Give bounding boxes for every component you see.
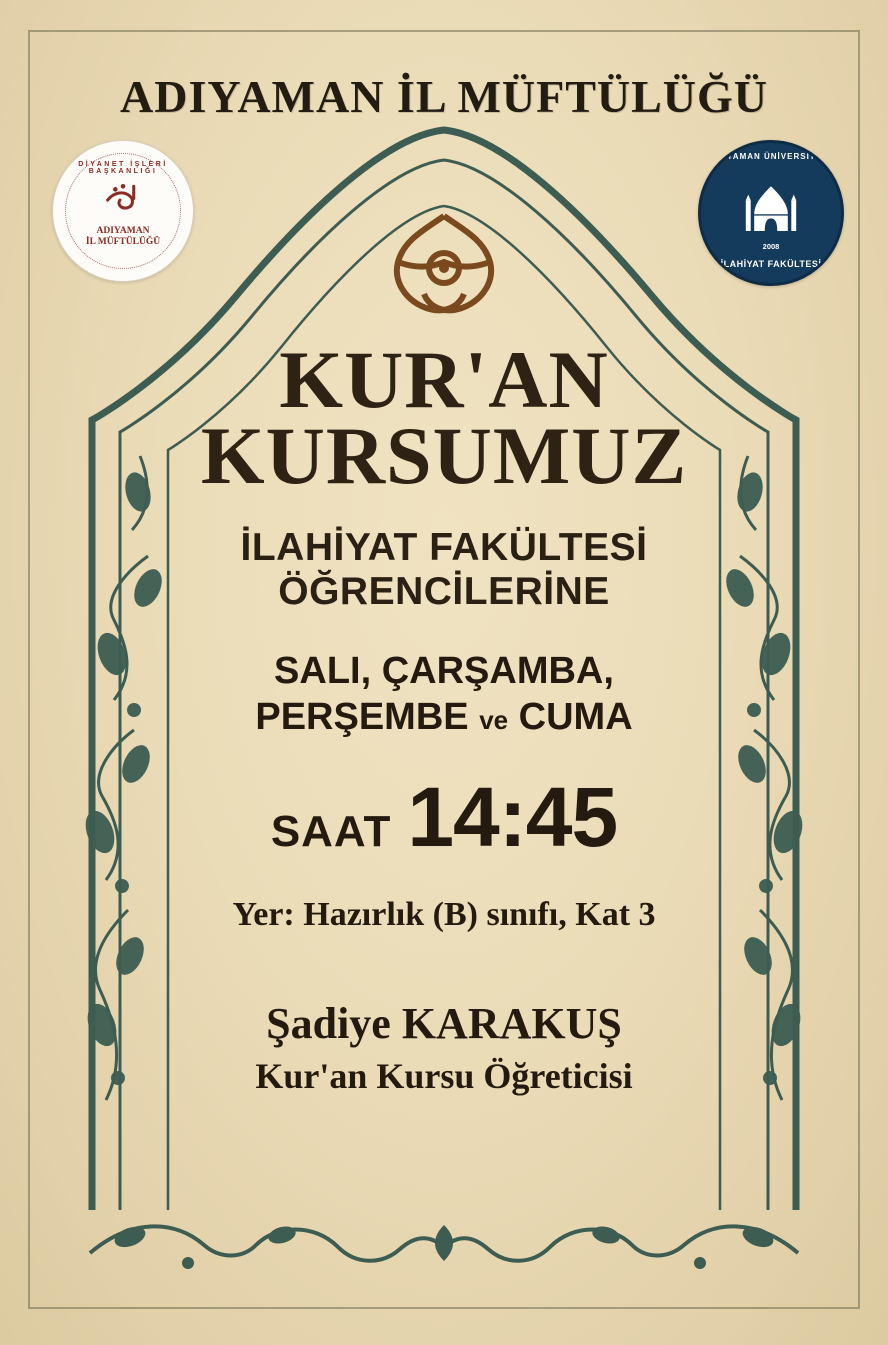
time-label: SAAT [270,807,392,856]
location-text: Yer: Hazırlık (B) sınıfı, Kat 3 [232,896,656,933]
days-line2-part2: CUMA [518,696,633,738]
poster-content [120,320,768,1097]
instructor-role: Kur'an Kursu Öğreticisi [255,1056,633,1096]
days-line1: SALI, ÇARŞAMBA, [274,650,614,692]
main-title-line2: KURSUMUZ [200,410,688,501]
page-title: ADIYAMAN İL MÜFTÜLÜĞÜ [120,71,768,122]
logo-left-arc-text: DİYANET İŞLERİ BAŞKANLIĞI [78,161,168,175]
rosette-medallion [392,214,496,310]
subtitle-line1: İLAHİYAT FAKÜLTESİ [240,526,648,569]
diyanet-logo [52,140,194,282]
days-line2-conjunction: ve [479,705,509,735]
logo-right-bottom-text: İLAHİYAT FAKÜLTESİ [720,259,822,269]
time-row [120,769,768,866]
bottom-ornament [70,1213,818,1283]
logo-left-line1: ADIYAMAN [96,226,150,236]
instructor-name [120,998,768,1049]
time-value: 14:45 [407,770,618,864]
days-line2-part1: PERŞEMBE [255,696,469,738]
instructor-family-name: KARAKUŞ [401,999,622,1048]
mosque-icon [736,182,806,238]
logo-right-arc-text: ADIYAMAN ÜNİVERSİTESİ [710,152,832,161]
instructor-given-name: Şadiye [266,999,391,1048]
logo-left-line2: İL MÜFTÜLÜĞÜ [85,237,161,247]
university-logo [698,140,844,286]
main-title-line1: KUR'AN [279,334,609,425]
logo-right-year: 2008 [762,242,780,251]
subtitle-line2: ÖĞRENCİLERİNE [278,570,610,613]
